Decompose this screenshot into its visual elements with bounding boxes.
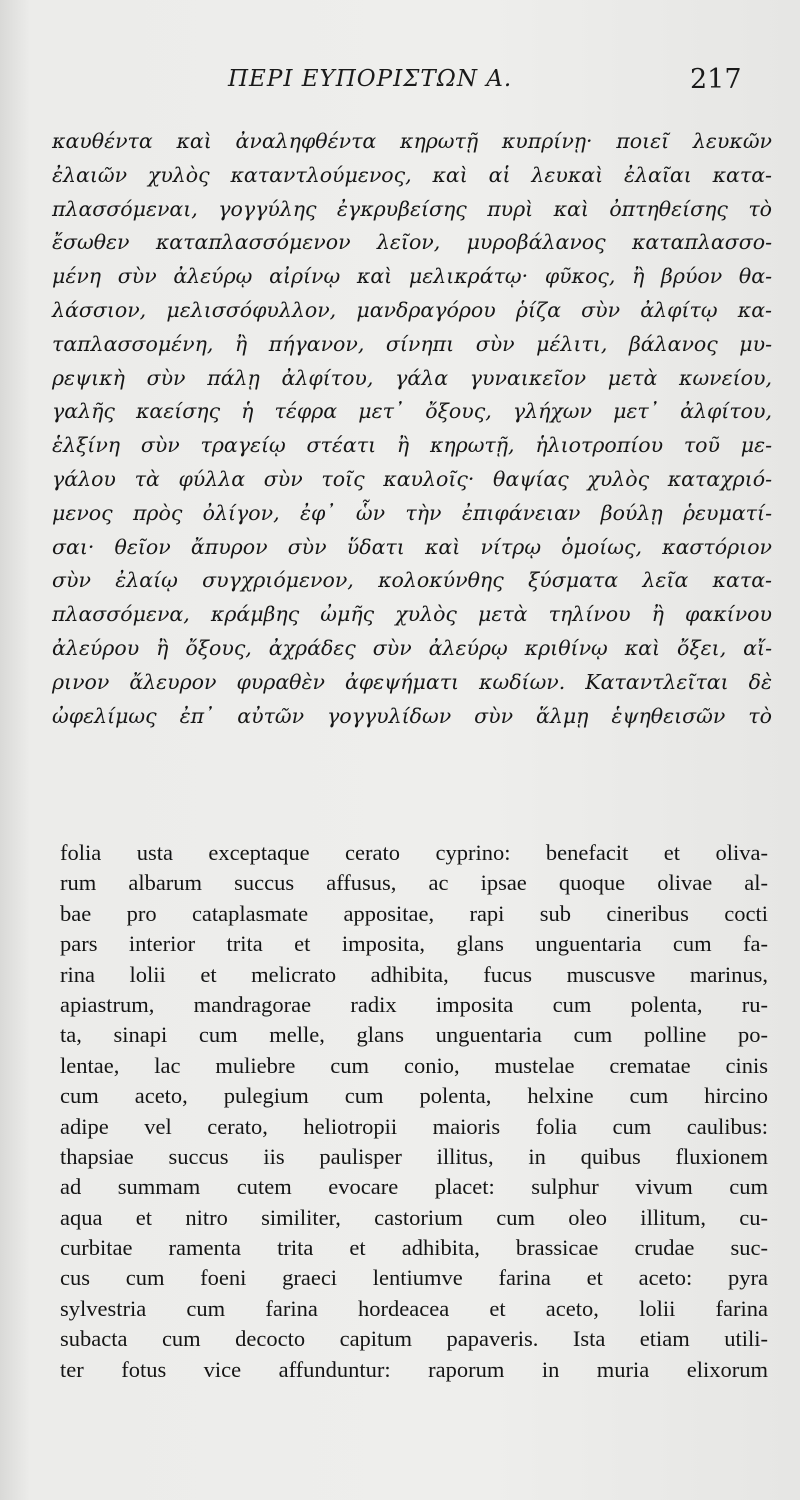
greek-line: ἐλαιῶν χυλὸς καταντλούμενος, καὶ αἱ λευκαὶ ἐλαῖαι κατα-: [52, 162, 772, 187]
latin-line: ad summam cutem evocare placet: sulphur vivum cum: [60, 1174, 768, 1200]
latin-line: folia usta exceptaque cerato cyprino: benefacit et oliva-: [60, 840, 768, 865]
running-head-title: ΠΕΡΙ ΕΥΠΟΡΙΣΤΩΝ Α.: [228, 66, 513, 92]
latin-text-block: [60, 838, 768, 1385]
greek-line: ταπλασσομένη, ἢ πήγανον, σίνηπι σὺν μέλιτι, βάλανος μυ-: [52, 331, 772, 356]
latin-line: apiastrum, mandragorae radix imposita cum polenta, ru-: [60, 991, 768, 1017]
latin-line: sylvestria cum farina hordeacea et aceto, lolii farina: [60, 1295, 768, 1321]
greek-line: ρεψικὴ σὺν πάλῃ ἀλφίτου, γάλα γυναικεῖον μετὰ κωνείου,: [52, 365, 772, 390]
running-head: [0, 62, 800, 102]
greek-line: ἑλξίνη σὺν τραγείῳ στέατι ἢ κηρωτῇ, ἡλιοτροπίου τοῦ με-: [52, 433, 772, 458]
latin-line: ter fotus vice affunduntur: raporum in muria elixorum: [60, 1356, 768, 1382]
greek-line: γάλου τὰ φύλλα σὺν τοῖς καυλοῖς· θαψίας χυλὸς καταχριό-: [52, 466, 772, 491]
greek-line: ἔσωθεν καταπλασσόμενον λεῖον, μυροβάλανος καταπλασσο-: [52, 230, 772, 255]
greek-line: πλασσόμεναι, γογγύλης ἐγκρυβείσης πυρὶ καὶ ὀπτηθείσης τὸ: [52, 196, 772, 221]
latin-line: thapsiae succus iis paulisper illitus, in quibus fluxionem: [60, 1143, 768, 1169]
latin-line: adipe vel cerato, heliotropii maioris folia cum caulibus:: [60, 1113, 768, 1139]
greek-text-block: [52, 125, 772, 733]
greek-line: μενος πρὸς ὀλίγον, ἐφ᾽ ὧν τὴν ἐπιφάνειαν βούλῃ ῥευματί-: [52, 500, 772, 525]
greek-line: σὺν ἐλαίῳ συγχριόμενον, κολοκύνθης ξύσματα λεῖα κατα-: [52, 568, 772, 593]
greek-line: καυθέντα καὶ ἀναληφθέντα κηρωτῇ κυπρίνῃ· ποιεῖ λευκῶν: [52, 129, 772, 153]
greek-line: λάσσιον, μελισσόφυλλον, μανδραγόρου ῥίζα σὺν ἀλφίτῳ κα-: [52, 297, 772, 322]
latin-line: cum aceto, pulegium cum polenta, helxine cum hircino: [60, 1083, 768, 1109]
latin-line: bae pro cataplasmate appositae, rapi sub cineribus cocti: [60, 900, 768, 926]
greek-line: γαλῆς καείσης ἡ τέφρα μετ᾽ ὄξους, γλήχων μετ᾽ ἀλφίτου,: [52, 399, 772, 424]
latin-line: curbitae ramenta trita et adhibita, brassicae crudae suc-: [60, 1235, 768, 1261]
latin-line: cus cum foeni graeci lentiumve farina et aceto: pyra: [60, 1265, 768, 1291]
greek-line: πλασσόμενα, κράμβης ὠμῆς χυλὸς μετὰ τηλίνου ἢ φακίνου: [52, 602, 772, 627]
latin-line: lentae, lac muliebre cum conio, mustelae crematae cinis: [60, 1052, 768, 1078]
latin-line: rum albarum succus affusus, ac ipsae quoque olivae al-: [60, 870, 768, 896]
greek-line: μένη σὺν ἀλεύρῳ αἰρίνῳ καὶ μελικράτῳ· φῦκος, ἢ βρύον θα-: [52, 264, 772, 289]
page-number: 217: [690, 64, 742, 95]
latin-line: ta, sinapi cum melle, glans unguentaria cum polline po-: [60, 1022, 768, 1048]
latin-line: subacta cum decocto capitum papaveris. Ista etiam utili-: [60, 1326, 768, 1352]
greek-line: ἀλεύρου ἢ ὄξους, ἀχράδες σὺν ἀλεύρῳ κριθίνῳ καὶ ὄξει, αἴ-: [52, 635, 772, 660]
latin-line: pars interior trita et imposita, glans unguentaria cum fa-: [60, 931, 768, 957]
latin-line: rina lolii et melicrato adhibita, fucus muscusve marinus,: [60, 961, 768, 987]
greek-line: σαι· θεῖον ἄπυρον σὺν ὕδατι καὶ νίτρῳ ὁμοίως, καστόριον: [52, 534, 772, 559]
greek-line: ρινον ἄλευρον φυραθὲν ἀφεψήματι κωδίων. Καταντλεῖται δὲ: [52, 669, 772, 694]
latin-line: aqua et nitro similiter, castorium cum oleo illitum, cu-: [60, 1204, 768, 1230]
greek-line: ὠφελίμως ἐπ᾽ αὐτῶν γογγυλίδων σὺν ἅλμῃ ἑψηθεισῶν τὸ: [52, 703, 772, 728]
